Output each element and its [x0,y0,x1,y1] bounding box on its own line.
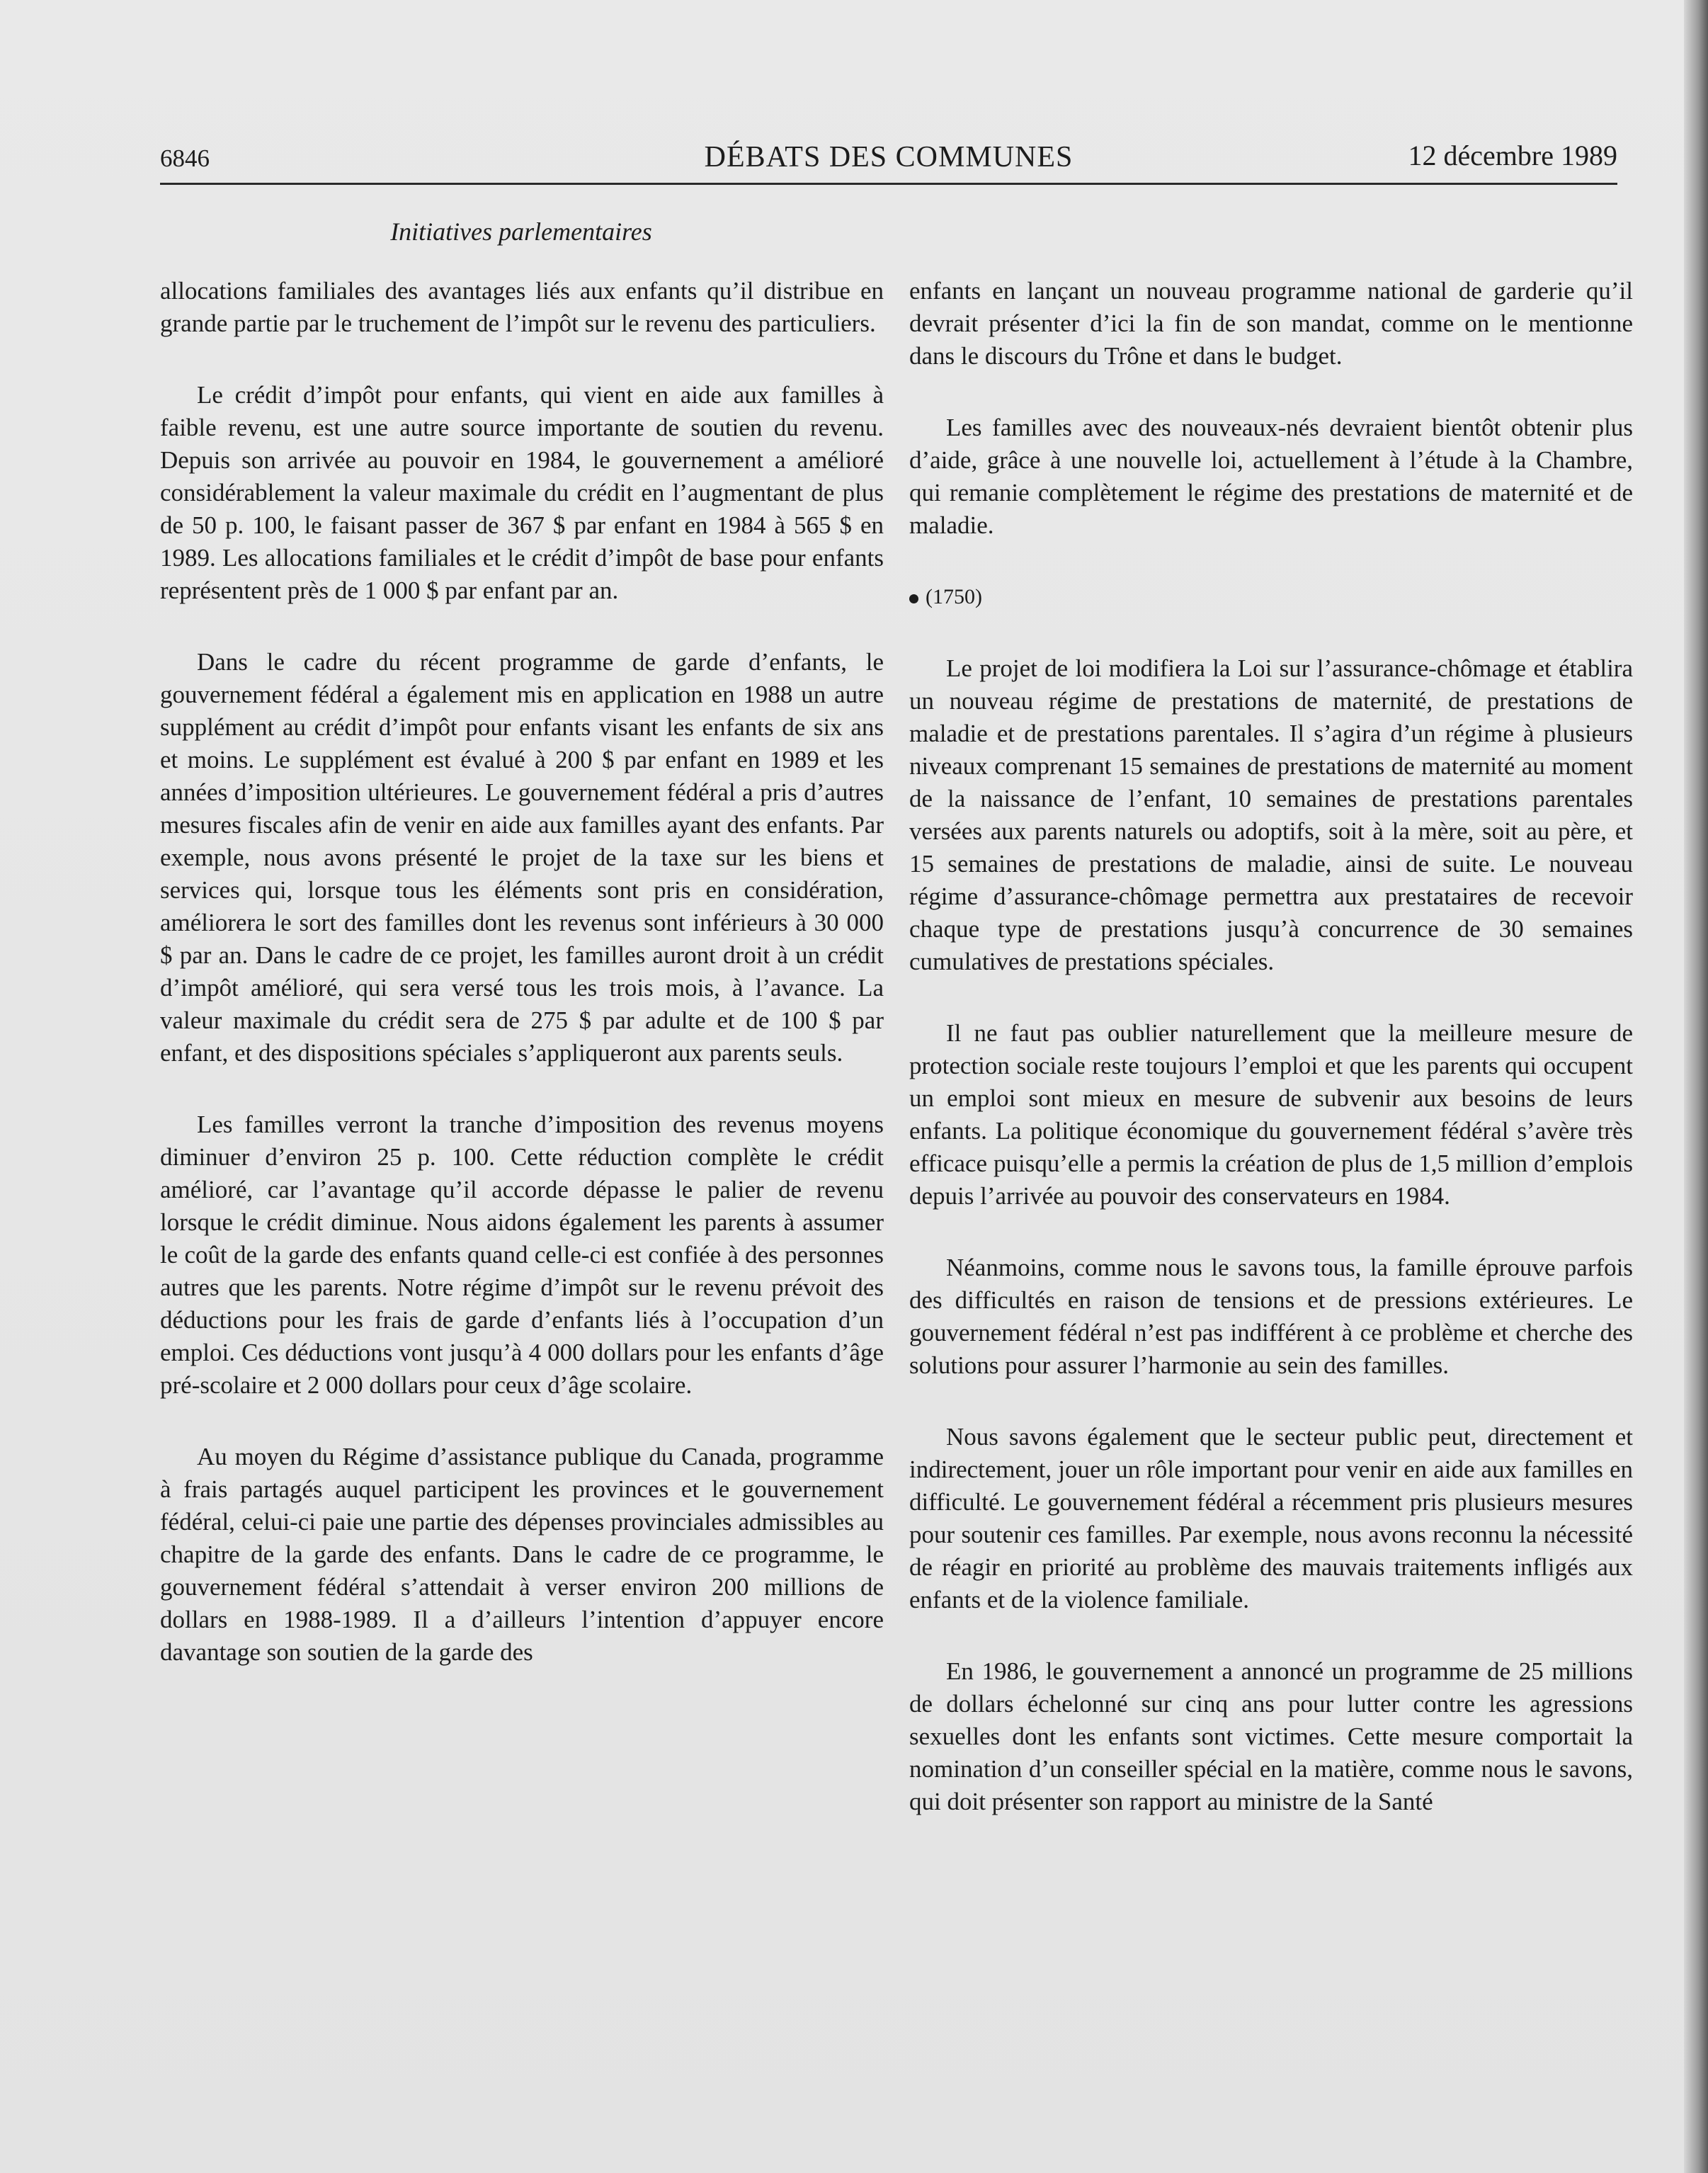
paragraph: enfants en lançant un nouveau programme national de garderie qu’il devrait présenter d’ici la fin de son mandat, comme on le mentionne dans le discours du Trône et dans le budget. [909,277,1633,370]
timestamp-text: (1750) [926,585,982,608]
header-rule [160,183,1617,185]
paragraph: Les familles avec des nouveaux-nés devraient bientôt obtenir plus d’aide, grâce à une nouvelle loi, actuellement à l’étude à la Chambre, qui remanie complètement le régime des prestations de maternité et de maladie. [909,414,1633,539]
paragraph: Le projet de loi modifiera la Loi sur l’assurance-chômage et établira un nouveau régime de prestations de maternité, de prestations de maladie et de prestations parentales. Il s’agira d’un régime à plusieurs niveaux comprenant 15 semaines de prestations de maternité au moment de la naissance de l’enfant, 10 semaines de prestations parentales versées aux parents naturels ou adoptifs, soit à la mère, soit au père, et 15 semaines de prestations de maladie, ainsi de suite. Le nouveau régime d’assurance-chômage permettra aux prestataires de recevoir chaque type de prestations jusqu’à concurrence de 30 semaines cumulatives de prestations spéciales. [909,654,1633,975]
paragraph: Néanmoins, comme nous le savons tous, la famille éprouve parfois des difficultés en raison de tensions et de pressions extérieures. Le gouvernement fédéral n’est pas indifférent à ce problème et cherche des solutions pour assurer l’harmonie au sein des familles. [909,1254,1633,1379]
journal-title: DÉBATS DES COMMUNES [704,141,1074,174]
paragraph: Nous savons également que le secteur public peut, directement et indirectement, jouer un rôle important pour venir en aide aux familles en difficulté. Le gouvernement fédéral a récemment pris plusieurs mesures pour soutenir ces familles. Par exemple, nous avons reconnu la nécessité de réagir en priorité au problème des mauvais traitements infligés aux enfants et de la violence familiale. [909,1423,1633,1613]
header-date: 12 décembre 1989 [1408,140,1617,171]
paragraph: Le crédit d’impôt pour enfants, qui vient en aide aux familles à faible revenu, est une autre source importante de soutien du revenu. Depuis son arrivée au pouvoir en 1984, le gouvernement a amélioré considérablement la valeur maximale du crédit en l’augmentant de plus de 50 p. 100, le faisant passer de 367 $ par enfant en 1984 à 565 $ en 1989. Les allocations familiales et le crédit d’impôt de base pour enfants représentent près de 1 000 $ par enfant par an. [160,381,884,604]
paragraph: Il ne faut pas oublier naturellement que la meilleure mesure de protection sociale reste toujours l’emploi et que les parents qui occupent un emploi sont mieux en mesure de subvenir aux besoins de leurs enfants. La politique économique du gouvernement fédéral s’avère très efficace puisqu’elle a permis la création de plus de 1,5 million d’emplois depuis l’arrivée au pouvoir des conservateurs en 1984. [909,1019,1633,1210]
paragraph: Au moyen du Régime d’assistance publique du Canada, programme à frais partagés auquel participent les provinces et le gouvernement fédéral, celui-ci paie une partie des dépenses provinciales admissibles au chapitre de la garde des enfants. Dans le cadre de ce programme, le gouvernement fédéral s’attendait à verser environ 200 millions de dollars en 1988-1989. Il a d’ailleurs l’intention d’appuyer encore davantage son soutien de la garde des [160,1443,884,1666]
right-column [909,275,1633,1818]
page-edge-shadow [1684,0,1708,2173]
page-header [160,136,1617,178]
paragraph: Les familles verront la tranche d’imposition des revenus moyens diminuer d’environ 25 p. 100. Cette réduction complète le crédit amélioré, car l’avantage qu’il accorde dépasse le palier de revenu lorsque le crédit diminue. Nous aidons également les parents à assumer le coût de la garde des enfants quand celle-ci est confiée à des personnes autres que les parents. Notre régime d’impôt sur le revenu prévoit des déductions pour les frais de garde d’enfants liés à l’occupation d’un emploi. Ces déductions vont jusqu’à 4 000 dollars pour les enfants d’âge pré-scolaire et 2 000 dollars pour ceux d’âge scolaire. [160,1111,884,1399]
section-label: Initiatives parlementaires [390,217,652,246]
paragraph: En 1986, le gouvernement a annoncé un programme de 25 millions de dollars échelonné sur cinq ans pour lutter contre les agressions sexuelles dont les enfants sont victimes. Cette mesure comportait la nomination d’un conseiller spécial en la matière, comme nous le savons, qui doit présenter son rapport au ministre de la Santé [909,1657,1633,1815]
paragraph: Dans le cadre du récent programme de garde d’enfants, le gouvernement fédéral a également mis en application en 1988 un autre supplément au crédit d’impôt pour enfants visant les enfants de six ans et moins. Le supplément est évalué à 200 $ par enfant en 1989 et les années d’imposition ultérieures. Le gouvernement fédéral a pris d’autres mesures fiscales afin de venir en aide aux familles ayant des enfants. Par exemple, nous avons présenté le projet de la taxe sur les biens et services qui, lorsque tous les éléments sont pris en considération, améliorera le sort des familles dont les revenus sont inférieurs à 30 000 $ par an. Dans le cadre de ce projet, les familles auront droit à un crédit d’impôt amélioré, qui sera versé tous les trois mois, à l’avance. La valeur maximale du crédit sera de 275 $ par adulte et de 100 $ par enfant, et des dispositions spéciales s’appliqueront aux parents seuls. [160,648,884,1067]
bullet-icon [909,594,918,603]
paragraph: allocations familiales des avantages liés aux enfants qu’il distribue en grande partie par le truchement de l’impôt sur le revenu des particuliers. [160,277,884,337]
timestamp-marker [909,581,1633,613]
page-number: 6846 [160,144,210,172]
left-column [160,275,884,1669]
